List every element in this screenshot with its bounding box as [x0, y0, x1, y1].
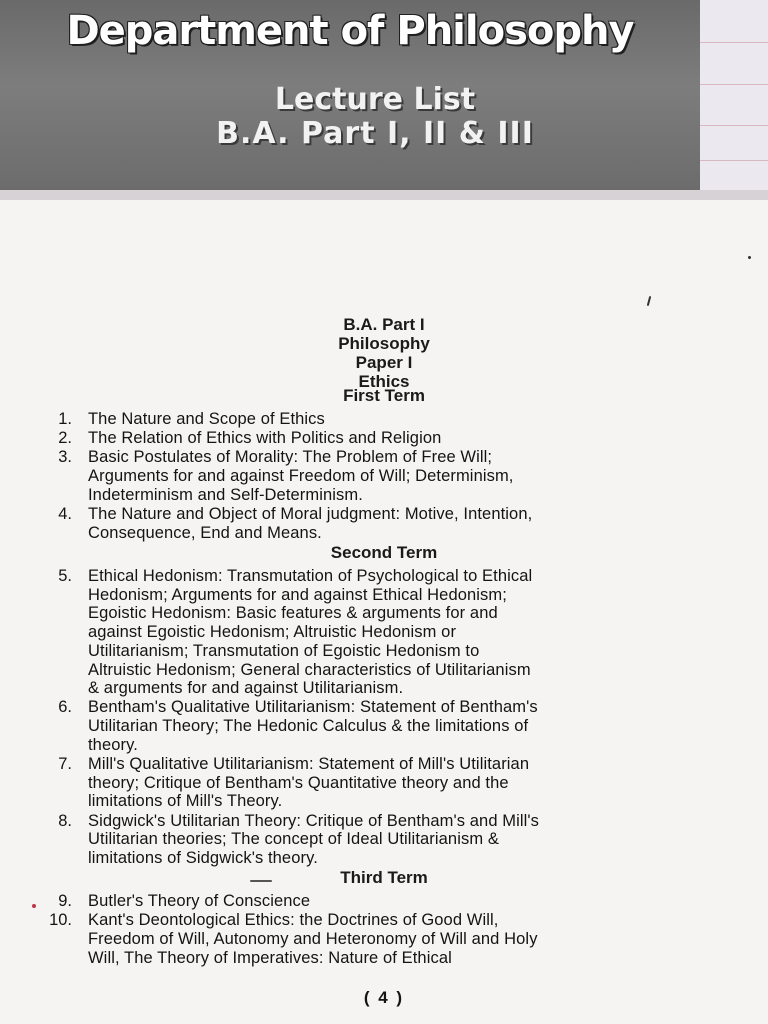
item-text-line: against Egoistic Hedonism; Altruistic Hedonism or [88, 623, 457, 642]
item-text-line: Hedonism; Arguments for and against Ethical Hedonism; [88, 585, 507, 604]
item-text-line: Kant's Deontological Ethics: the Doctrines of Good Will, [88, 911, 499, 930]
item-text-line: Egoistic Hedonism: Basic features & arguments for and [88, 604, 498, 623]
item-text-line: The Nature and Object of Moral judgment: Motive, Intention, [88, 505, 533, 523]
banner-shadow [0, 190, 768, 200]
paper-heading: Paper I [355, 353, 413, 372]
item-text-line: Sidgwick's Utilitarian Theory: Critique of Bentham's and Mill's [88, 811, 540, 830]
item-text-line: theory; Critique of Bentham's Quantitative theory and the [88, 773, 509, 792]
item-text-line: limitations of Mill's Theory. [88, 792, 283, 811]
item-text-line: Utilitarian theories; The concept of Ideal Utilitarianism & [88, 830, 499, 849]
item-number: 7. [58, 755, 72, 773]
item-text-line: Mill's Qualitative Utilitarianism: Statement of Mill's Utilitarian [88, 755, 530, 773]
department-title: Department of Philosophy [66, 8, 634, 54]
pen-stroke [250, 880, 272, 882]
term-heading: Second Term [330, 543, 438, 562]
item-text-line: Altruistic Hedonism; General characteristics of Utilitarianism [88, 660, 531, 679]
scan-mark [647, 296, 652, 306]
item-text-line: Utilitarian Theory; The Hedonic Calculus & the limitations of [88, 717, 529, 736]
page-number: ( 4 ) [363, 988, 405, 1007]
item-text-line: Indeterminism and Self-Determinism. [88, 485, 363, 504]
item-number: 10. [49, 911, 72, 930]
item-text-line: theory. [88, 735, 138, 754]
item-number: 4. [58, 505, 72, 523]
lecture-list-title: Lecture List [274, 82, 476, 117]
scan-mark [748, 256, 751, 259]
ruled-paper-edge [700, 0, 768, 190]
ink-dot [32, 904, 36, 908]
item-text-line: Ethical Hedonism: Transmutation of Psychological to Ethical [88, 567, 533, 585]
term-heading: First Term [343, 386, 425, 405]
item-text-line: Butler's Theory of Conscience [88, 892, 311, 910]
item-text-line: & arguments for and against Utilitarianism. [88, 679, 404, 698]
item-text-line: The Relation of Ethics with Politics and Religion [88, 429, 442, 448]
item-number: 6. [58, 698, 72, 717]
item-number: 5. [58, 567, 72, 585]
item-text-line: Freedom of Will, Autonomy and Heteronomy of Will and Holy [88, 929, 538, 948]
course-heading: Ethics [358, 372, 410, 391]
item-text-line: Utilitarianism; Transmutation of Egoistic Hedonism to [88, 641, 480, 660]
item-text-line: limitations of Sidgwick's theory. [88, 849, 318, 867]
item-number: 1. [58, 410, 72, 428]
header-banner [0, 0, 700, 190]
item-number: 8. [58, 811, 72, 830]
item-text-line: Consequence, End and Means. [88, 523, 322, 542]
item-text-line: Basic Postulates of Morality: The Problem of Free Will; [88, 448, 493, 467]
item-text-line: Will, The Theory of Imperatives: Nature of Ethical [88, 948, 452, 967]
item-number: 2. [58, 429, 72, 448]
term-heading: Third Term [340, 868, 428, 887]
item-text-line: Bentham's Qualitative Utilitarianism: Statement of Bentham's [88, 698, 538, 717]
part-heading: B.A. Part I [343, 315, 425, 334]
item-text-line: Arguments for and against Freedom of Will; Determinism, [88, 467, 514, 486]
item-text-line: The Nature and Scope of Ethics [88, 410, 325, 428]
ba-parts-title: B.A. Part I, II & III [216, 116, 534, 151]
subject-heading: Philosophy [338, 334, 430, 353]
item-number: 9. [58, 892, 72, 910]
item-number: 3. [58, 448, 72, 467]
